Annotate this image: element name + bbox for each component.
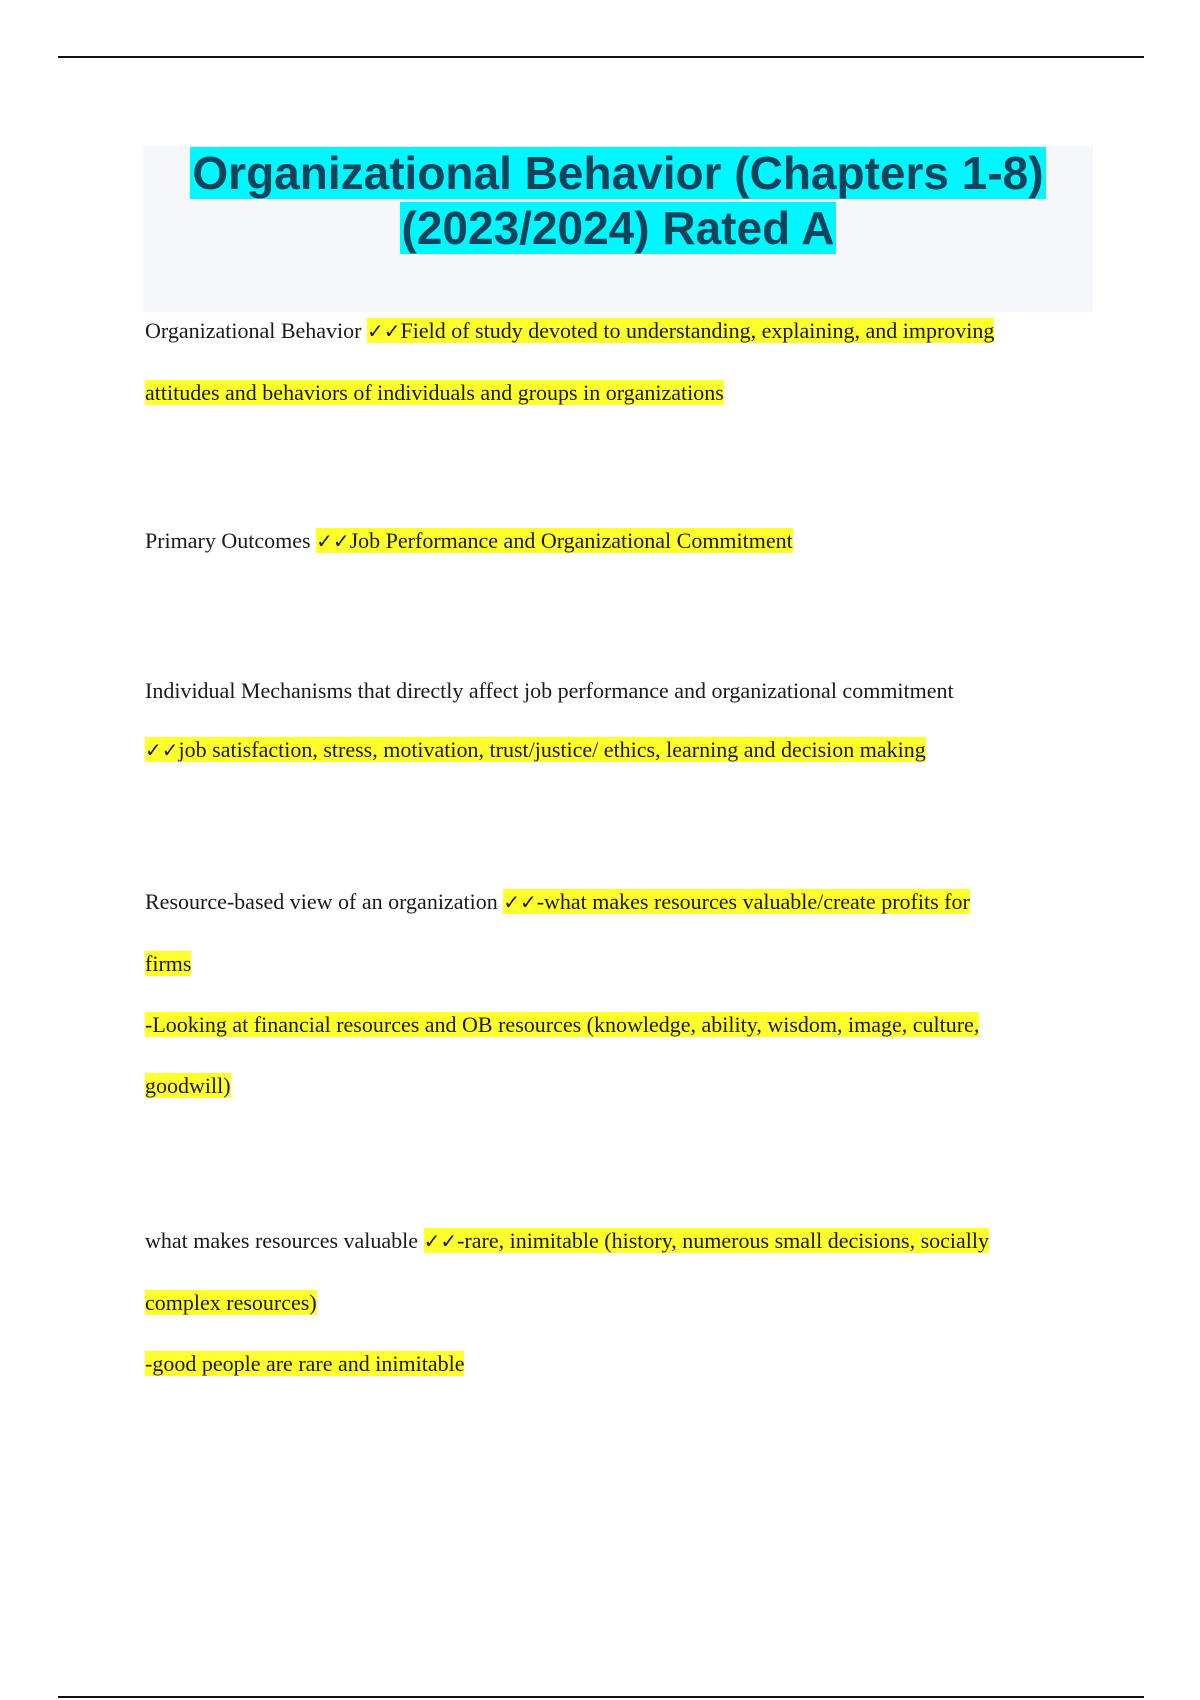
check-icon: ✓✓ <box>503 890 537 914</box>
entry-answer-continued: goodwill) <box>145 1073 231 1098</box>
entry-term: Individual Mechanisms that directly affect job performance and organizational commitment <box>145 678 954 703</box>
entry-term: Primary Outcomes <box>145 528 311 553</box>
entry-answer: ✓✓job satisfaction, stress, motivation, trust/justice/ ethics, learning and decision making <box>145 737 926 762</box>
document-title <box>143 146 1093 256</box>
entry-answer-point: -good people are rare and inimitable <box>145 1351 465 1376</box>
entry-term: Organizational Behavior <box>145 318 362 343</box>
check-icon: ✓✓ <box>145 738 179 762</box>
check-icon: ✓✓ <box>366 319 401 343</box>
title-line-1: Organizational Behavior (Chapters 1-8) <box>192 147 1044 199</box>
entry-answer-continued: firms <box>145 951 192 976</box>
entry-term: what makes resources valuable <box>145 1228 419 1253</box>
entry-answer: ✓✓Job Performance and Organizational Commitment <box>316 528 793 553</box>
flashcard-entry <box>145 510 1085 572</box>
top-rule <box>58 56 1144 58</box>
flashcard-entry <box>145 1210 1085 1394</box>
bottom-rule <box>58 1696 1144 1698</box>
entry-answer-continued: attitudes and behaviors of individuals and groups in organizations <box>145 380 724 405</box>
entry-answer-point: -Looking at financial resources and OB resources (knowledge, ability, wisdom, image, culture, <box>145 1012 980 1037</box>
title-block <box>143 146 1093 312</box>
entry-answer-continued: complex resources) <box>145 1290 317 1315</box>
title-line-2: (2023/2024) Rated A <box>401 202 835 254</box>
flashcard-entry <box>145 300 1085 423</box>
entry-answer: ✓✓-rare, inimitable (history, numerous small decisions, socially <box>423 1228 990 1253</box>
entry-answer: ✓✓-what makes resources valuable/create profits for <box>503 889 970 914</box>
flashcard-list <box>145 300 1085 1394</box>
entry-term: Resource-based view of an organization <box>145 889 498 914</box>
check-icon: ✓✓ <box>316 529 350 553</box>
entry-answer: ✓✓Field of study devoted to understanding, explaining, and improving <box>366 318 995 343</box>
flashcard-entry <box>145 871 1085 1116</box>
check-icon: ✓✓ <box>423 1229 458 1253</box>
flashcard-entry <box>145 660 1085 779</box>
